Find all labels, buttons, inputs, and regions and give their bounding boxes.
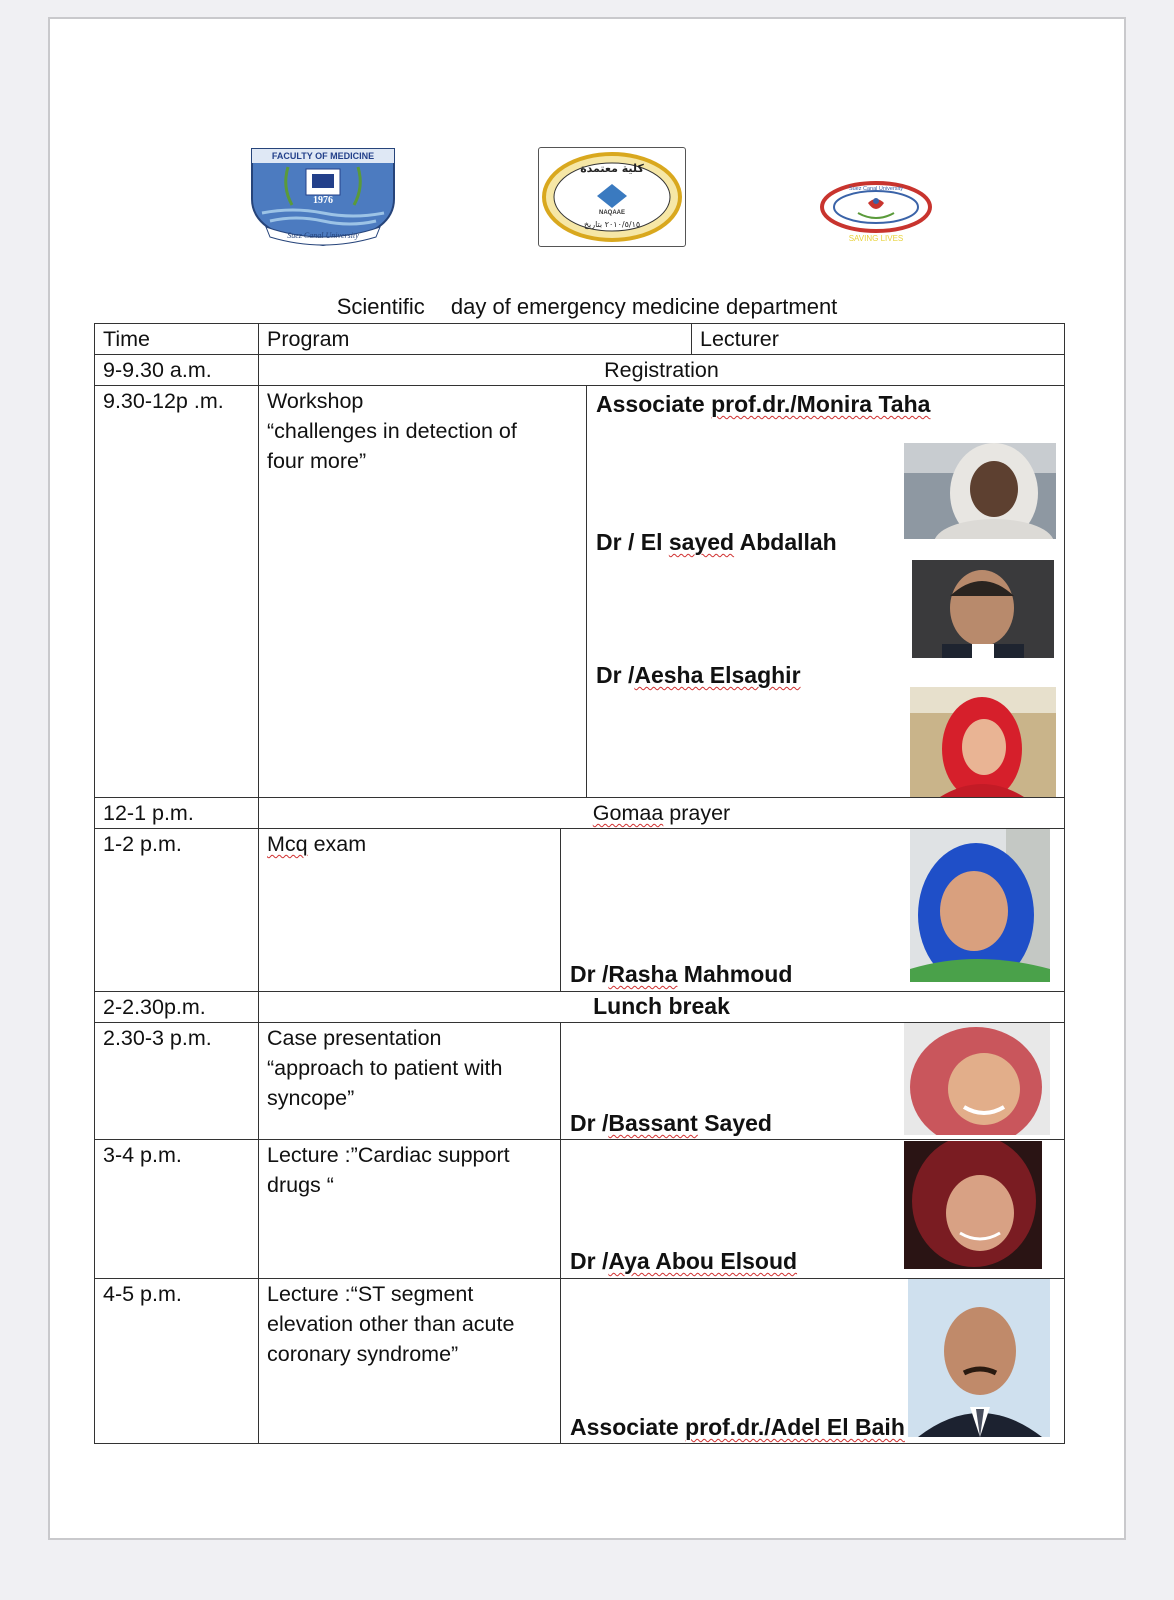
faculty-logo-year: 1976 [313, 195, 333, 206]
program-line: coronary syndrome” [267, 1342, 459, 1366]
faculty-logo-text: FACULTY OF MEDICINE [271, 151, 375, 161]
lecturer-photo-el-sayed [912, 560, 1054, 658]
time-cell: 2.30-3 p.m. [103, 1026, 212, 1050]
document-page [48, 17, 1126, 1540]
time-cell: 4-5 p.m. [103, 1282, 182, 1306]
lecturer-name: Dr /Aya Abou Elsoud [570, 1248, 798, 1274]
program-line: drugs “ [267, 1173, 334, 1197]
program-line: Lecture :“ST segment [267, 1282, 474, 1306]
department-ring-text: Suez Canal University [848, 186, 904, 192]
seal-code: NAQAAE [598, 210, 626, 216]
program-line: Case presentation [267, 1026, 442, 1050]
lecturer-name: Dr / El sayed Abdallah [596, 529, 837, 555]
lecturer-name: Associate prof.dr./Adel El Baih [570, 1414, 905, 1440]
lecturer-photo-adel [908, 1279, 1050, 1437]
program-cell: Mcq exam [267, 832, 367, 856]
header-time: Time [103, 327, 150, 351]
title-word-scientific: Scientific [336, 294, 425, 319]
time-cell: 1-2 p.m. [103, 832, 182, 856]
lecturer-name: Dr /Aesha Elsaghir [596, 662, 801, 688]
seal-arabic-title: كلية معتمدة [580, 162, 644, 175]
time-cell: 2-2.30p.m. [103, 995, 206, 1019]
program-cell [267, 1279, 514, 1369]
lecturer-photo-monira [904, 443, 1056, 539]
faculty-of-medicine-logo [248, 147, 398, 247]
title-rest: day of emergency medicine department [450, 294, 838, 319]
program-line: elevation other than acute [267, 1312, 515, 1336]
lecturer-name: Dr /Rasha Mahmoud [570, 961, 793, 987]
time-cell: 9.30-12p .m. [103, 389, 224, 413]
registration-span: Registration [604, 358, 719, 382]
department-tagline: SAVING LIVES [848, 234, 904, 243]
time-cell: 12-1 p.m. [103, 801, 194, 825]
program-line: “approach to patient with [267, 1056, 503, 1080]
lecturer-photo-bassant [904, 1023, 1050, 1135]
program-line: Workshop [267, 389, 364, 413]
prayer-span: Gomaa prayer [592, 801, 731, 825]
lecturer-name: Dr /Bassant Sayed [570, 1110, 772, 1136]
header-program: Program [267, 327, 350, 351]
header-lecturer: Lecturer [700, 327, 779, 351]
program-cell [267, 1140, 510, 1200]
lunch-break-span: Lunch break [593, 993, 730, 1019]
program-cell [267, 1023, 502, 1113]
emergency-department-logo [818, 179, 934, 245]
page-title [50, 294, 1124, 320]
faculty-logo-ribbon: Suez Canal University [287, 231, 359, 240]
lecturer-photo-aesha [910, 687, 1056, 797]
time-cell: 3-4 p.m. [103, 1143, 182, 1167]
program-line: four more” [267, 449, 367, 473]
lecturer-photo-aya [904, 1141, 1042, 1269]
lecturer-photo-rasha [910, 829, 1050, 982]
program-line: “challenges in detection of [267, 419, 517, 443]
seal-date: ٢٠١٠/٥/١٥ بتاريخ [583, 220, 641, 229]
program-line: syncope” [267, 1086, 355, 1110]
time-cell: 9-9.30 a.m. [103, 358, 212, 382]
program-cell [267, 386, 517, 476]
program-line: Lecture :”Cardiac support [267, 1143, 510, 1167]
lecturer-name: Associate prof.dr./Monira Taha [596, 391, 931, 417]
accreditation-seal-logo [538, 147, 686, 247]
